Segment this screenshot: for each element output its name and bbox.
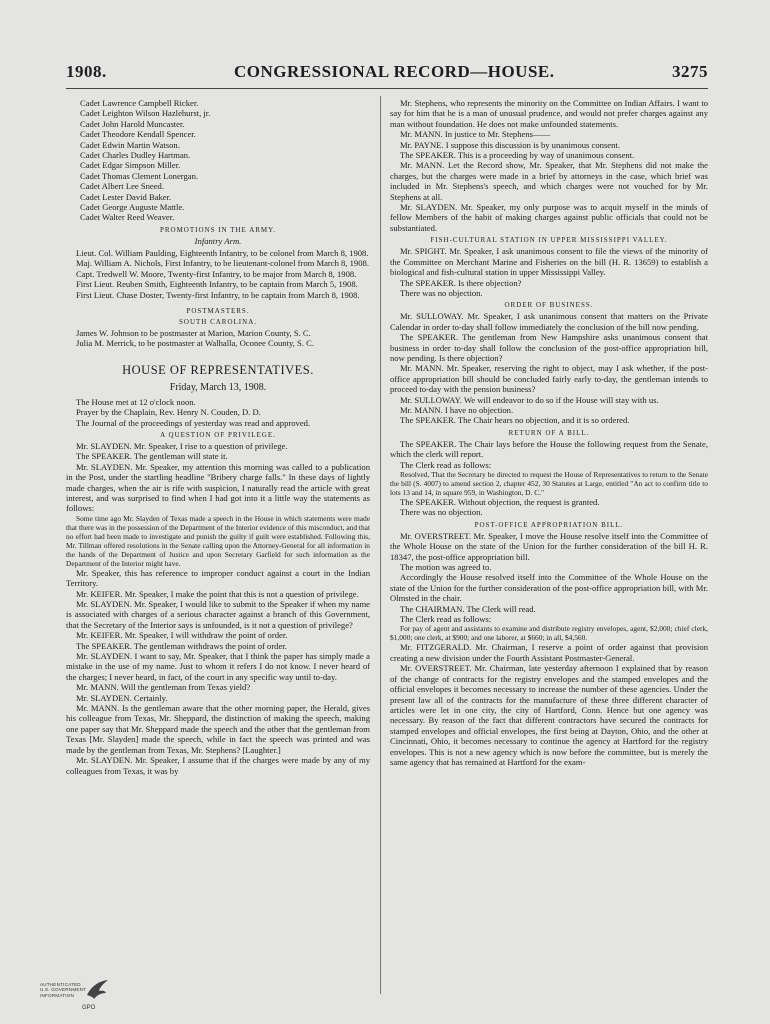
privilege-paragraphs — [66, 441, 370, 514]
return-after-paragraphs — [390, 497, 708, 518]
paragraph: The motion was agreed to. — [400, 562, 492, 573]
promotion-entry: Maj. William A. Nichols, First Infantry, to be lieutenant-colonel from March 8, 1908. — [76, 258, 369, 269]
header-page-number: 3275 — [672, 62, 708, 81]
postmaster-entry: Julia M. Merrick, to be postmaster at Walhalla, Oconee County, S. C. — [76, 338, 314, 349]
date-line: Friday, March 13, 1908. — [169, 381, 267, 393]
paragraph: Mr. SLAYDEN. Certainly. — [76, 692, 168, 703]
paragraph: The SPEAKER. Without objection, the request is granted. — [400, 497, 600, 507]
header-rule — [66, 88, 708, 89]
privilege-heading: A QUESTION OF PRIVILEGE. — [160, 430, 276, 439]
cadet-line: Cadet George Auguste Mattle. — [80, 202, 185, 213]
promotion-entry: First Lieut. Chase Doster, Twenty-first Infantry, to be captain from March 8, 1908. — [76, 289, 360, 300]
state-heading: SOUTH CAROLINA. — [179, 317, 257, 326]
paragraph: The Clerk read as follows: — [400, 614, 492, 625]
promotion-entry: Capt. Tredwell W. Moore, Twenty-first Infantry, to be major from March 8, 1908. — [76, 268, 357, 279]
paragraph: Mr. MANN. In justice to Mr. Stephens—— — [400, 129, 551, 140]
paragraph: There was no objection. — [400, 507, 483, 518]
paragraph: The SPEAKER. The Chair lays before the House the following request from the Senate, which the clerk will report. — [390, 438, 708, 460]
paragraph: The House met at 12 o'clock noon. — [76, 396, 196, 407]
paragraph: Mr. PAYNE. I suppose this discussion is by unanimous consent. — [400, 139, 620, 150]
paragraph: Mr. FITZGERALD. Mr. Chairman, I reserve a point of order against that provision creating a new division under the Fourth Assistant Postmaster-General. — [390, 642, 708, 663]
cadet-line: Cadet Thomas Clement Lonergan. — [80, 170, 199, 181]
paragraph: Mr. SULLOWAY. Mr. Speaker, I ask unanimous consent that matters on the Private Calendar in order to-day shall follow immediately the conclusion of the bill now pending. — [390, 311, 708, 332]
paragraph: The SPEAKER. The gentleman will state it. — [76, 451, 228, 462]
opening-paragraphs — [66, 397, 370, 428]
postmaster-entry: James W. Johnson to be postmaster at Marion, Marion County, S. C. — [76, 327, 311, 338]
promotion-entry: Lieut. Col. William Paulding, Eighteenth Infantry, to be colonel from March 8, 1908. — [76, 247, 369, 258]
cadet-line: Cadet Albert Lee Sneed. — [80, 181, 164, 192]
seal-line: AUTHENTICATED — [40, 982, 81, 987]
right-column — [390, 98, 708, 767]
return-paragraphs — [390, 439, 708, 470]
paragraph: Mr. KEIFER. Mr. Speaker, I make the point that this is not a question of privilege. — [76, 588, 359, 599]
paragraph: Mr. SLAYDEN. Mr. Speaker, I assume that if the charges were made by any of my colleagues from Texas, it was by — [66, 755, 370, 776]
gpo-label: GPO — [82, 1005, 96, 1011]
paragraph: Mr. SLAYDEN. Mr. Speaker, my attention this morning was called to a publication in the Post, under the startling headline "Bribery charge falls." In these days of lightly made charges, when the air is rife with suspicion, I naturally read the article with great interest, and was surprised to find when I had got into it a little way the statements as follows: — [66, 461, 370, 514]
paragraph: Mr. SLAYDEN. I want to say, Mr. Speaker, that I think the paper has simply made a mistake in the use of my name. Just to whom it refers I do not know. I never heard of the charges; I never heard, in fact, of the court in any specific way until to-day. — [66, 651, 370, 682]
left-column — [66, 98, 370, 776]
seal-line: U.S. GOVERNMENT — [40, 987, 87, 993]
promotion-entry: First Lieut. Reuben Smith, Eighteenth Infantry, to be captain from March 5, 1908. — [76, 279, 358, 290]
header-title: CONGRESSIONAL RECORD—HOUSE. — [234, 62, 555, 81]
paragraph: Mr. Speaker, this has reference to improper conduct against a court in the Indian Territory. — [66, 567, 370, 589]
paragraph: The SPEAKER. Is there objection? — [400, 277, 522, 288]
paragraph: The SPEAKER. This is a proceeding by way of unanimous consent. — [400, 150, 635, 161]
paragraph: Prayer by the Chaplain, Rev. Henry N. Couden, D. D. — [76, 407, 261, 418]
paragraph: Mr. SLAYDEN. Mr. Speaker, my only purpose was to acquit myself in the minds of fellow Members of the habit of making charges against public officials that could not be substantiated. — [390, 202, 708, 233]
header-year: 1908. — [66, 62, 107, 81]
final-paragraphs — [390, 642, 708, 767]
fish-heading: FISH-CULTURAL STATION IN UPPER MISSISSIPPI VALLEY. — [430, 236, 668, 245]
seal-line: INFORMATION — [40, 992, 75, 998]
paragraph: Mr. OVERSTREET. Mr. Speaker, I move the House resolve itself into the Committee of the Whole House on the state of the Union for the further consideration of the bill H. R. 18347, the post-office appropriation bill. — [390, 530, 708, 562]
authenticated-seal-text — [40, 982, 86, 998]
column-divider — [380, 96, 381, 994]
gpo-eagle-icon — [84, 977, 110, 1003]
paragraph: Mr. MANN. Let the Record show, Mr. Speaker, that Mr. Stephens did not make the charges, but the charges were made in a brief by attorneys in the case, which brief was included in Mr. Stephens's speech, and which charges were not vouched for by Mr. Stephens at all. — [390, 160, 708, 202]
paragraph: Mr. MANN. Will the gentleman from Texas yield? — [76, 682, 251, 693]
paragraph: There was no objection. — [400, 287, 483, 298]
paragraph: Mr. SLAYDEN. Mr. Speaker, I would like to submit to the Speaker if when my name is associated with charges of a serious character against a branch of this Government, that the Secretary of the Interior says is unfounded, is it not a question of privilege? — [66, 599, 370, 630]
cadet-list — [66, 98, 370, 223]
paragraph: Mr. KEIFER. Mr. Speaker, I will withdraw the point of order. — [76, 630, 288, 641]
paragraph: Mr. MANN. Is the gentleman aware that the other morning paper, the Herald, gives his colleague from Texas, Mr. Sheppard, the distinction of making the speech, making one paper say that Mr. Sheppard made the speech and the other that the gentleman from Texas [Mr. Slayden] made the speech, while in fact the speech was printed and was made by the gentleman from Texas, Mr. Stephens? [Laughter.] — [66, 703, 370, 755]
cadet-line: Cadet John Harold Muncaster. — [80, 118, 185, 129]
cadet-line: Cadet Theodore Kendall Spencer. — [80, 129, 196, 140]
infantry-heading: Infantry Arm. — [194, 235, 242, 246]
paragraph: Accordingly the House resolved itself into the Committee of the Whole House on the state of the Union for the further consideration of the post-office appropriation bill, with Mr. Olmsted in the chair. — [390, 572, 708, 604]
paragraph: Mr. MANN. Mr. Speaker, reserving the right to object, may I ask whether, if the post-office appropriation bill should be concluded fairly early to-day, the gentleman intends to proceed to-day with the pension business? — [390, 363, 708, 395]
fish-paragraphs — [390, 246, 708, 298]
resolution-text: Resolved, That the Secretary be directed to request the House of Representatives to return to the Senate the bill (S. 4007) to amend section 2, chapter 452, 30 Statutes at Large, entitled "An act to confirm title to lots 13 and 14, in square 959, in Washington, D. C." — [390, 470, 708, 497]
paragraph: Mr. OVERSTREET. Mr. Chairman, late yesterday afternoon I explained that by reason of the change of contracts for the registry envelopes and the stamped envelopes and the official envelopes it becomes necessary to increase the number of these agencies. Under the present law all of the contracts for the manufacture of these three different character of articles were let in one city, the city of Hartford, Conn. Hence but one agency was necessary. By reason of the fact that different contractors have secured the contracts for stamped envelopes and official envelopes, the first being at Dayton, Ohio, and the other at Cincinnati, Ohio, it becomes necessary to continue the agency at Hartford for the registry envelopes. This is not a new agency which is now before the committee, but is merely the same agency that has remained at Hartford for the exam- — [390, 663, 708, 767]
return-heading: RETURN OF A BILL. — [508, 428, 590, 437]
cadet-line: Cadet Lester David Baker. — [80, 191, 172, 202]
cadet-line: Cadet Edgar Simpson Miller. — [80, 160, 181, 171]
cadet-line: Cadet Walter Reed Weaver. — [80, 212, 175, 223]
page-header — [66, 62, 708, 88]
postoffice-paragraphs — [390, 531, 708, 625]
continued-paragraphs — [390, 98, 708, 233]
paragraph: Mr. SLAYDEN. Mr. Speaker, I rise to a question of privilege. — [76, 440, 288, 451]
cadet-line: Cadet Lawrence Campbell Ricker. — [80, 98, 199, 108]
cadet-line: Cadet Leighton Wilson Hazlehurst, jr. — [80, 108, 211, 119]
pay-clause: For pay of agent and assistants to examine and distribute registry envelopes, agent, $2,000; chief clerk, $1,000; one clerk, at $900; and one laborer, at $660; in all, $4,560. — [390, 624, 708, 643]
order-heading: ORDER OF BUSINESS. — [504, 301, 594, 310]
promotions-heading: PROMOTIONS IN THE ARMY. — [159, 225, 277, 234]
quoted-passage: Some time ago Mr. Slayden of Texas made a speech in the House in which statements were made that there was in the possession of the Department of the Interior evidence of this misconduct, and that no effort had been made to investigate and punish the guilty if guilt were established. Following this, Mr. Tillman offered resolutions in the Senate calling upon the Attorney-General for all information in the hands of the Department of Justice and upon Secretary Garfield for such information as the Department of the Interior might have. — [66, 513, 370, 568]
paragraph: The CHAIRMAN. The Clerk will read. — [400, 603, 536, 614]
paragraph: Mr. SPIGHT. Mr. Speaker, I ask unanimous consent to file the views of the minority of the Committee on Merchant Marine and Fisheries on the bill (H. R. 13659) to establish a biological and fish-cultural station in upper Mississippi Valley. — [390, 246, 708, 278]
paragraph: Mr. MANN. I have no objection. — [400, 404, 514, 415]
debate-paragraphs — [66, 568, 370, 776]
paragraph: The SPEAKER. The Chair hears no objection, and it is so ordered. — [400, 415, 630, 426]
paragraph: Mr. SULLOWAY. We will endeavor to do so if the House will stay with us. — [400, 394, 659, 405]
postmasters-heading: POSTMASTERS. — [186, 306, 250, 315]
promotions-list — [66, 248, 370, 300]
paragraph: The SPEAKER. The gentleman withdraws the point of order. — [76, 640, 287, 651]
paragraph: Mr. Stephens, who represents the minority on the Committee on Indian Affairs. I want to say for him that he is a man of unusual prudence, and would not prefer charges against any man without foundation. He does not make unfounded statements. — [390, 98, 708, 129]
paragraph: The SPEAKER. The gentleman from New Hampshire asks unanimous consent that business in order to-day shall follow the conclusion of the post-office appropriation bill, now pending. Is there objection? — [390, 332, 708, 363]
cadet-line: Cadet Edwin Martin Watson. — [80, 139, 180, 150]
postoffice-heading: POST-OFFICE APPROPRIATION BILL. — [474, 520, 624, 529]
cadet-line: Cadet Charles Dudley Hartman. — [80, 150, 191, 161]
paragraph: The Journal of the proceedings of yesterday was read and approved. — [76, 417, 311, 428]
order-paragraphs — [390, 311, 708, 425]
paragraph: The Clerk read as follows: — [400, 459, 492, 470]
postmasters-list — [66, 328, 370, 349]
house-heading: HOUSE OF REPRESENTATIVES. — [122, 362, 314, 377]
